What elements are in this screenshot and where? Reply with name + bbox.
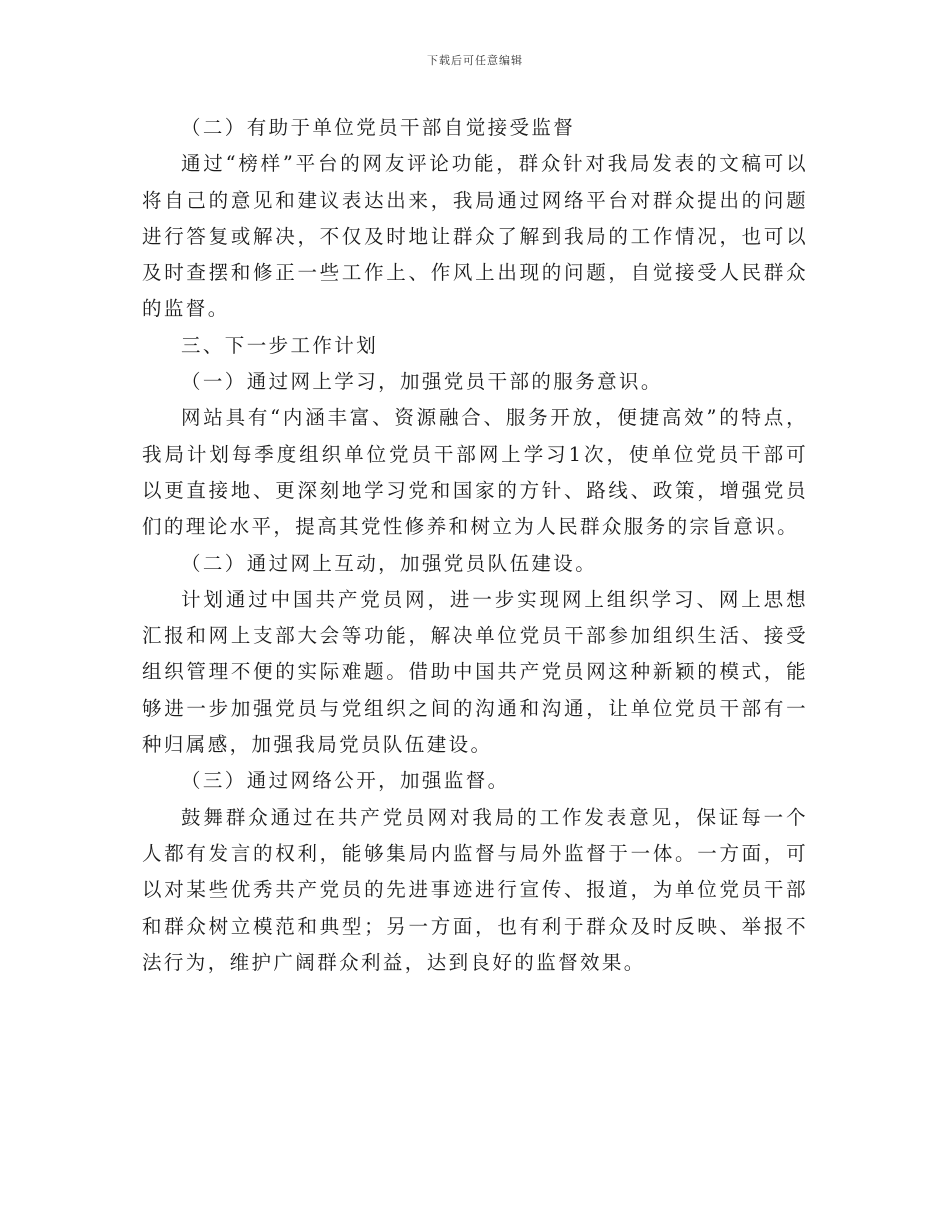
body-paragraph: 计划通过中国共产党员网，进一步实现网上组织学习、网上思想汇报和网上支部大会等功能，解决单位党员干部参加组织生活、接受组织管理不便的实际难题。借助中国共产党员网这种新颖的模式，能够进一步加强党员与党组织之间的沟通和沟通，让单位党员干部有一种归属感，加强我局党员队伍建设。 [142,587,808,757]
section-heading-3: 三、下一步工作计划 [181,333,379,357]
document-body [142,110,808,981]
body-paragraph: 通过“榜样”平台的网友评论功能，群众针对我局发表的文稿可以将自己的意见和建议表达出来，我局通过网络平台对群众提出的问题进行答复或解决，不仅及时地让群众了解到我局的工作情况，也可以及时查摆和修正一些工作上、作风上出现的问题，自觉接受人民群众的监督。 [142,152,808,321]
page-header: 下载后可任意编辑 [427,54,523,67]
subsection-heading-3-1: （一）通过网上学习，加强党员干部的服务意识。 [181,370,663,394]
body-paragraph: 鼓舞群众通过在共产党员网对我局的工作发表意见，保证每一个人都有发言的权利，能够集局内监督与局外监督于一体。一方面，可以对某些优秀共产党员的先进事迹进行宣传、报道，为单位党员干部和群众树立模范和典型；另一方面，也有利于群众及时反映、举报不法行为，维护广阔群众利益，达到良好的监督效果。 [142,805,808,974]
subsection-heading-3-3: （三）通过网络公开，加强监督。 [181,769,510,793]
section-heading-2-2: （二）有助于单位党员干部自觉接受监督 [181,116,576,139]
body-paragraph: 网站具有“内涵丰富、资源融合、服务开放，便捷高效”的特点，我局计划每季度组织单位党员干部网上学习1次，使单位党员干部可以更直接地、更深刻地学习党和国家的方针、路线、政策，增强党员们的理论水平，提高其党性修养和树立为人民群众服务的宗旨意识。 [142,406,808,539]
subsection-heading-3-2: （二）通过网上互动，加强党员队伍建设。 [181,551,598,575]
